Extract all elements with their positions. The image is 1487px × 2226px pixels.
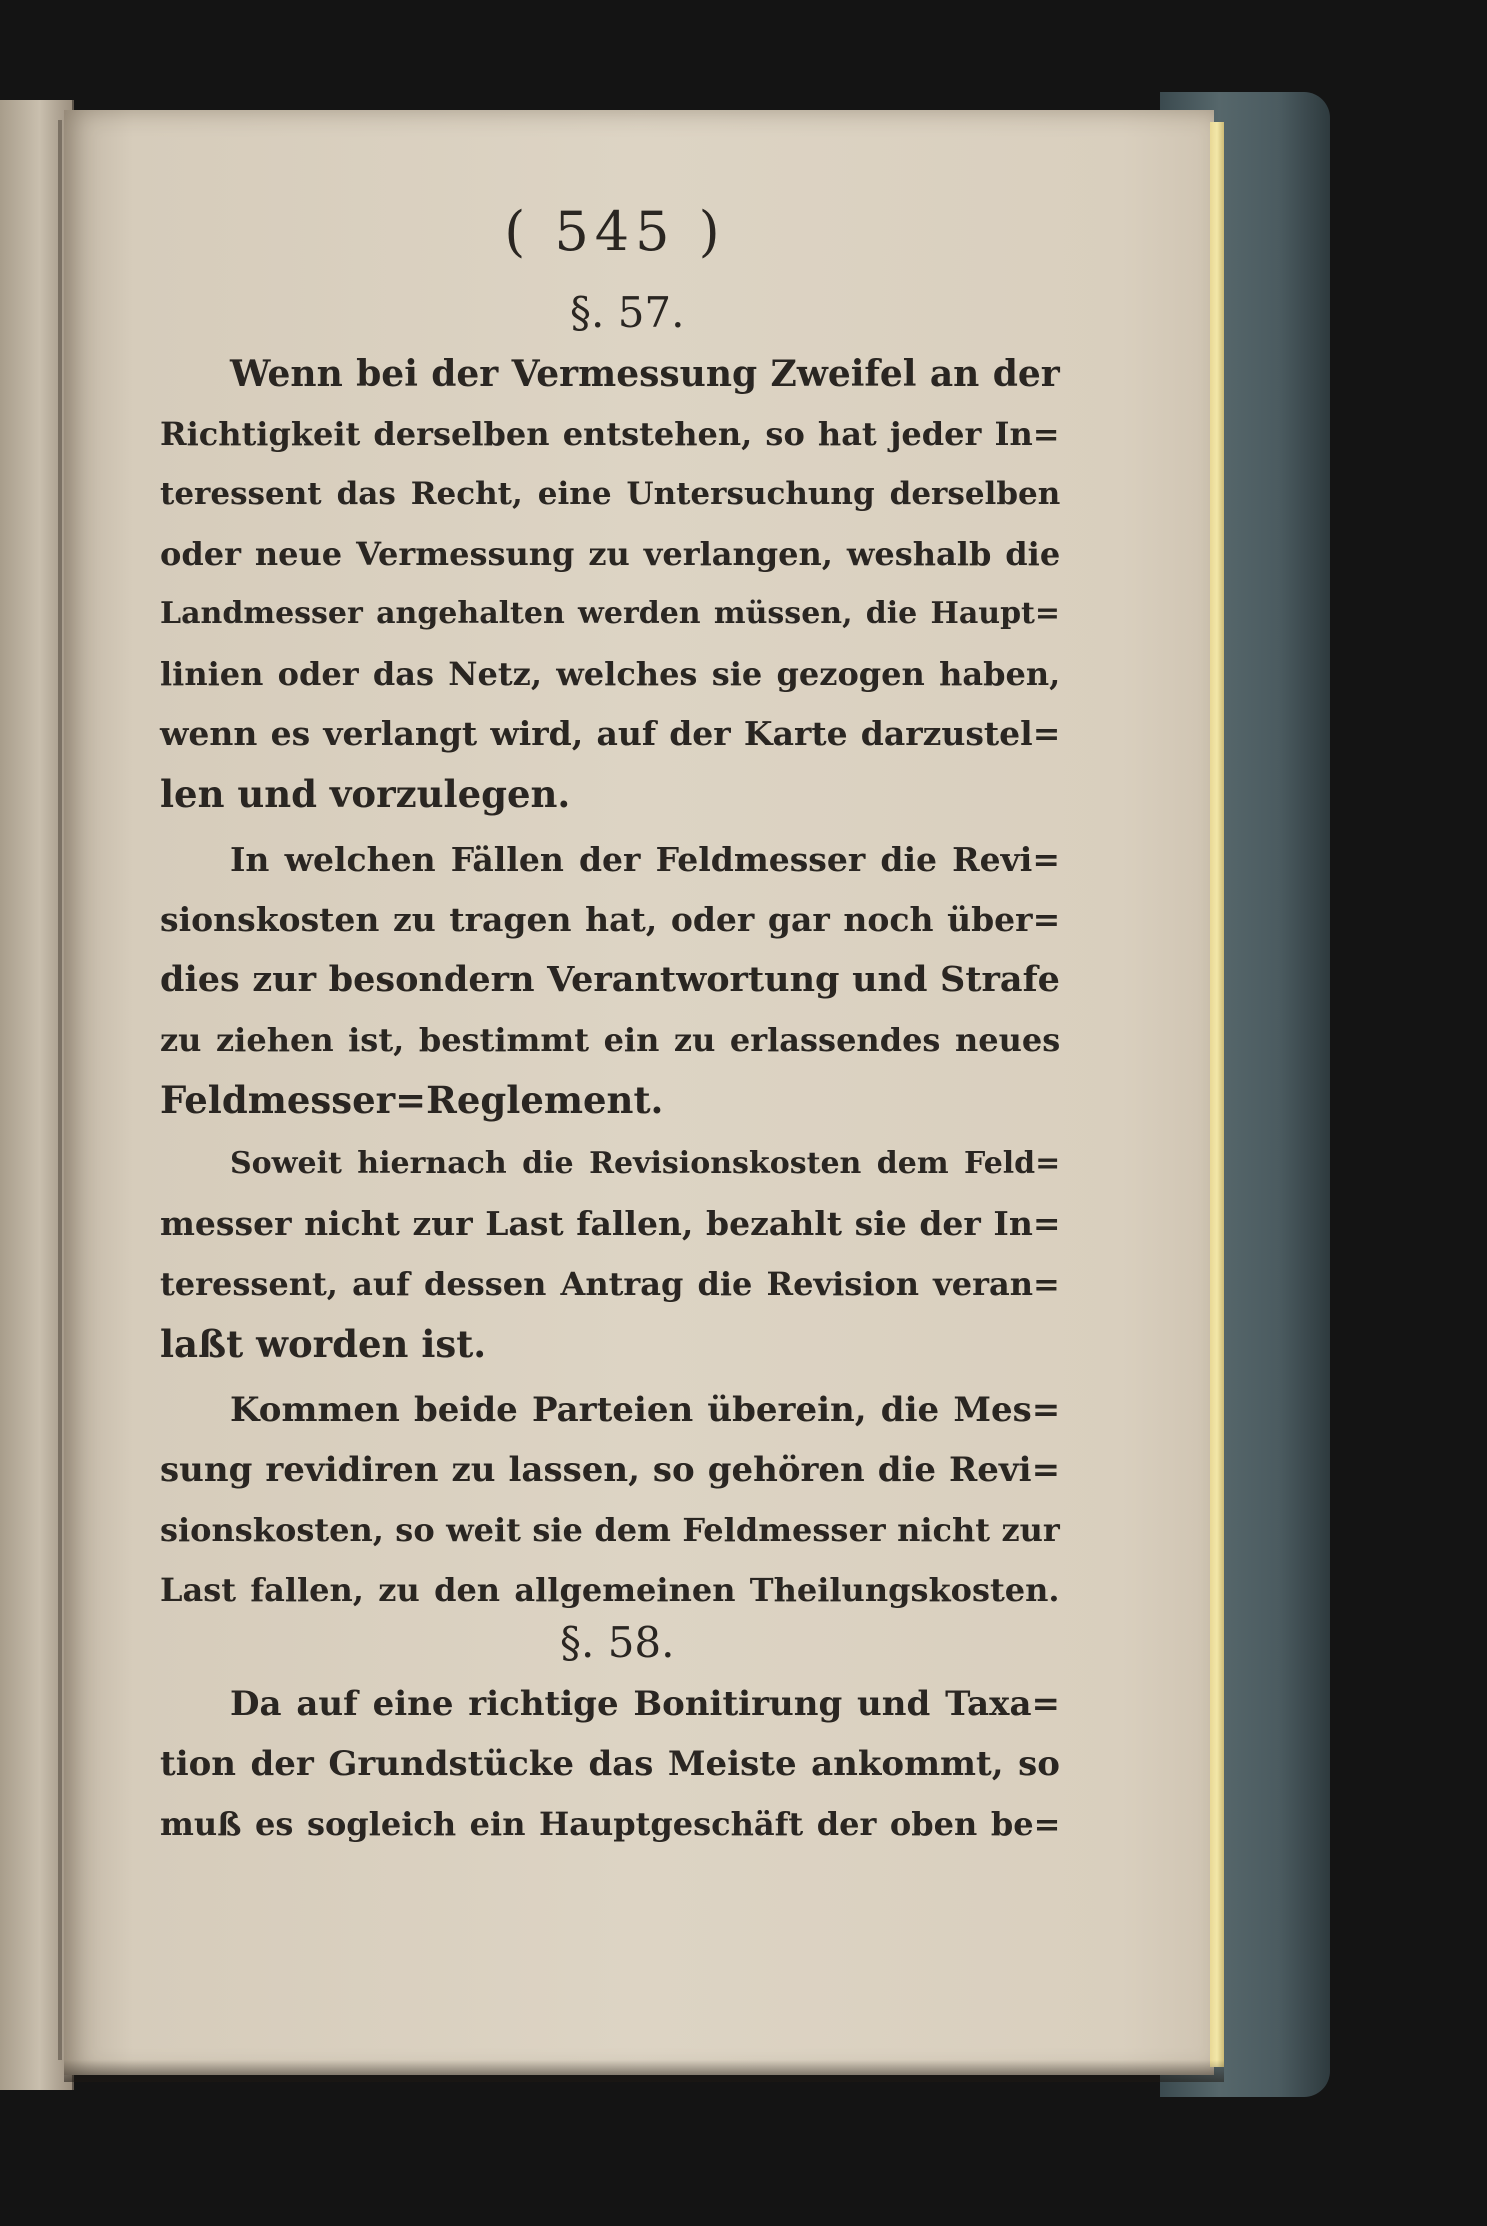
page-bottom-shadow [64, 2060, 1224, 2082]
text-line: laßt worden ist. [160, 1322, 487, 1366]
text-line: Kommen beide Parteien überein, die Mes= [230, 1390, 1061, 1430]
text-line: dies zur besondern Verantwortung und Strafe [160, 959, 1060, 1000]
text-line: In welchen Fällen der Feldmesser die Revi= [230, 840, 1060, 879]
text-line: messer nicht zur Last fallen, bezahlt sie der In= [160, 1204, 1061, 1243]
text-line: Soweit hiernach die Revisionskosten dem Feld= [230, 1146, 1061, 1181]
text-line: oder neue Vermessung zu verlangen, weshalb die [160, 535, 1061, 573]
text-line: sionskosten, so weit sie dem Feldmesser nicht zur [160, 1511, 1060, 1549]
text-line: linien oder das Netz, welches sie gezogen haben, [160, 655, 1061, 693]
text-line: sung revidiren zu lassen, so gehören die Revi= [160, 1450, 1061, 1490]
left-page-edge [58, 120, 62, 2060]
text-line: len und vorzulegen. [160, 772, 571, 816]
left-page [0, 100, 74, 2090]
section-heading: §. 58. [560, 1618, 675, 1667]
text-line: Last fallen, zu den allgemeinen Theilungskosten. [160, 1571, 1060, 1609]
page-number: ( 545 ) [504, 200, 726, 263]
text-line: teressent, auf dessen Antrag die Revision veran= [160, 1265, 1060, 1303]
section-heading: §. 57. [570, 288, 685, 337]
text-line: wenn es verlangt wird, auf der Karte darzustel= [160, 714, 1061, 753]
text-line: Wenn bei der Vermessung Zweifel an der [230, 353, 1060, 395]
text-line: tion der Grundstücke das Meiste ankommt, so [160, 1744, 1060, 1784]
text-line: Feldmesser=Reglement. [160, 1078, 664, 1122]
text-line: teressent das Recht, eine Untersuchung derselben [160, 476, 1061, 512]
text-line: zu ziehen ist, bestimmt ein zu erlassendes neues [160, 1021, 1061, 1059]
text-line: muß es sogleich ein Hauptgeschäft der oben be= [160, 1805, 1061, 1843]
text-line: sionskosten zu tragen hat, oder gar noch über= [160, 900, 1061, 939]
text-line: Landmesser angehalten werden müssen, die Haupt= [160, 596, 1061, 631]
text-line: Da auf eine richtige Bonitirung und Taxa= [230, 1684, 1060, 1724]
page-edge [1210, 122, 1224, 2067]
text-line: Richtigkeit derselben entstehen, so hat jeder In= [160, 415, 1060, 453]
